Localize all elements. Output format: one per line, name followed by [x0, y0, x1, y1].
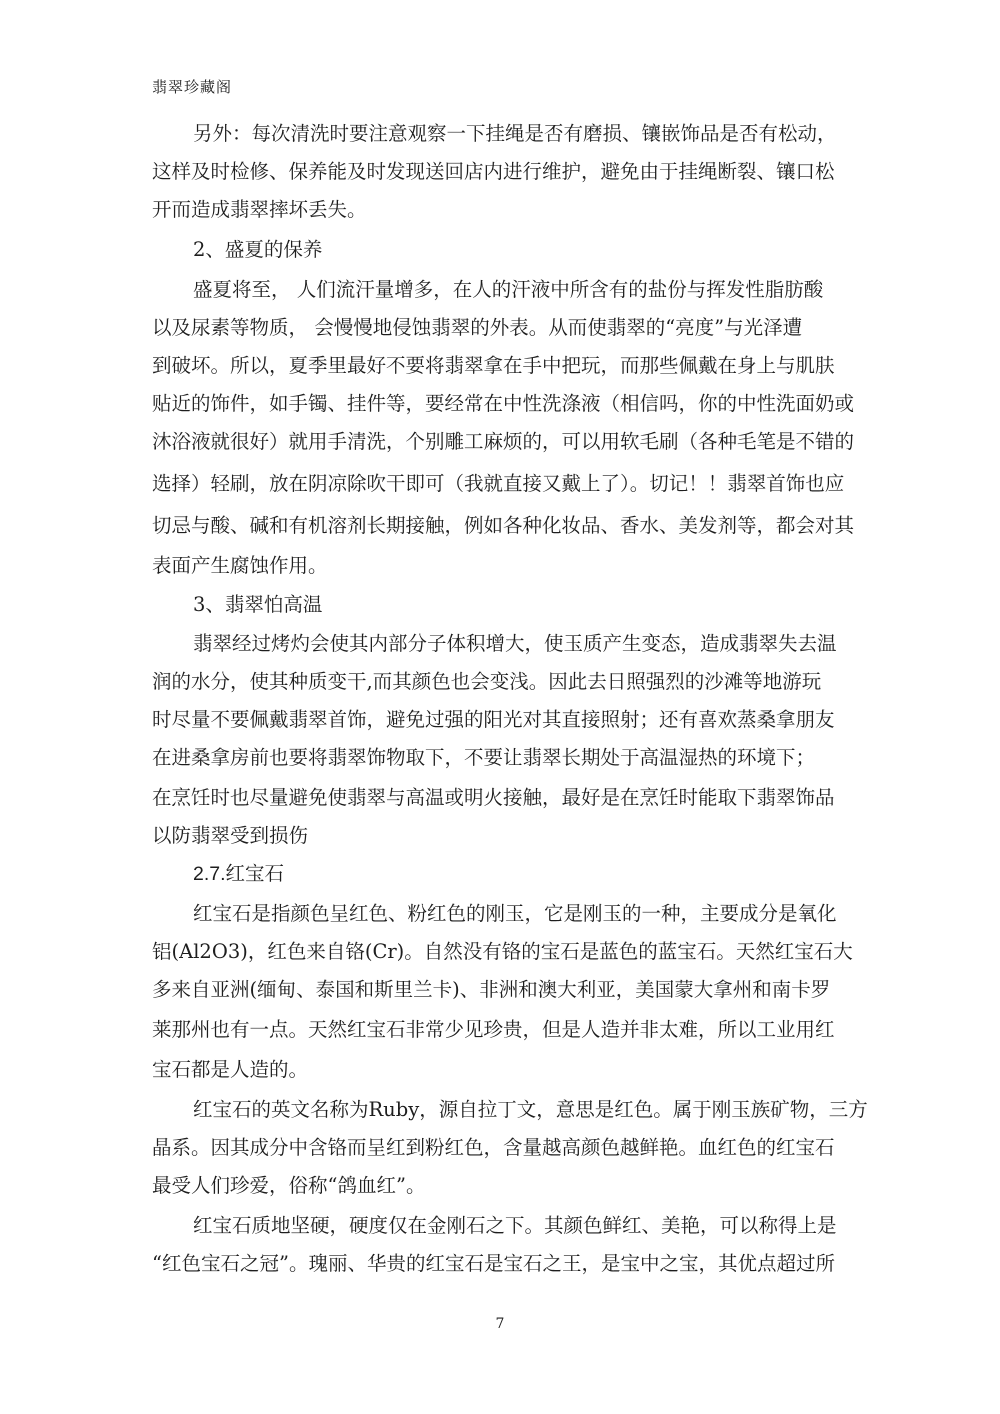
- text-line: 最受人们珍爱，俗称“鸽血红”。: [152, 1174, 426, 1197]
- text-line: 铝(Al2O3)，红色来自铬(Cr)。自然没有铬的宝石是蓝色的蓝宝石。天然红宝石大: [152, 940, 853, 963]
- text-line: 沐浴液就很好）就用手清洗，个别雕工麻烦的，可以用软毛刷（各种毛笔是不错的: [152, 430, 855, 453]
- text-line: 时尽量不要佩戴翡翠首饰，避免过强的阳光对其直接照射；还有喜欢蒸桑拿朋友: [152, 708, 835, 731]
- text-line: 贴近的饰件，如手镯、挂件等，要经常在中性洗涤液（相信吗，你的中性洗面奶或: [152, 392, 855, 415]
- text-line: 多来自亚洲(缅甸、泰国和斯里兰卡)、非洲和澳大利亚，美国蒙大拿州和南卡罗: [152, 978, 831, 1001]
- text-line: 选择）轻刷，放在阴凉除吹干即可（我就直接又戴上了）。切记！！翡翠首饰也应: [152, 472, 845, 495]
- text-line: 盛夏将至， 人们流汗量增多，在人的汗液中所含有的盐份与挥发性脂肪酸: [193, 278, 824, 301]
- text-line: 在进桑拿房前也要将翡翠饰物取下，不要让翡翠长期处于高温湿热的环境下；: [152, 746, 816, 769]
- section-heading: 2、盛夏的保养: [193, 238, 323, 261]
- text-line: 另外：每次清洗时要注意观察一下挂绳是否有磨损、镶嵌饰品是否有松动，: [193, 122, 837, 145]
- section-heading: 3、翡翠怕高温: [193, 593, 323, 616]
- section-heading: 2.7.红宝石: [193, 863, 285, 885]
- text-line: 红宝石是指颜色呈红色、粉红色的刚玉，它是刚玉的一种，主要成分是氧化: [193, 902, 837, 925]
- text-line: 红宝石质地坚硬，硬度仅在金刚石之下。其颜色鲜红、美艳，可以称得上是: [193, 1214, 837, 1237]
- text-line: 到破坏。所以，夏季里最好不要将翡翠拿在手中把玩，而那些佩戴在身上与肌肤: [152, 354, 835, 377]
- text-line: 切忌与酸、碱和有机溶剂长期接触，例如各种化妆品、香水、美发剂等，都会对其: [152, 514, 855, 537]
- text-line: 宝石都是人造的。: [152, 1058, 309, 1081]
- page-header: 翡翠珍藏阁: [152, 78, 233, 96]
- text-line: 红宝石的英文名称为Ruby，源自拉丁文，意思是红色。属于刚玉族矿物，三方: [193, 1098, 868, 1121]
- page-number: 7: [495, 1316, 505, 1332]
- text-line: 晶系。因其成分中含铬而呈红到粉红色，含量越高颜色越鲜艳。血红色的红宝石: [152, 1136, 835, 1159]
- text-line: “红色宝石之冠”。瑰丽、华贵的红宝石是宝石之王，是宝中之宝，其优点超过所: [152, 1252, 835, 1275]
- text-line: 以及尿素等物质， 会慢慢地侵蚀翡翠的外表。从而使翡翠的“亮度”与光泽遭: [152, 316, 803, 339]
- text-line: 表面产生腐蚀作用。: [152, 554, 328, 577]
- text-line: 莱那州也有一点。天然红宝石非常少见珍贵，但是人造并非太难，所以工业用红: [152, 1018, 835, 1041]
- text-line: 翡翠经过烤灼会使其内部分子体积增大，使玉质产生变态，造成翡翠失去温: [193, 632, 837, 655]
- text-line: 在烹饪时也尽量避免使翡翠与高温或明火接触，最好是在烹饪时能取下翡翠饰品: [152, 786, 835, 809]
- text-line: 润的水分，使其种质变干,而其颜色也会变浅。因此去日照强烈的沙滩等地游玩: [152, 670, 822, 693]
- text-line: 开而造成翡翠摔坏丢失。: [152, 198, 367, 221]
- text-line: 以防翡翠受到损伤: [152, 824, 309, 847]
- text-line: 这样及时检修、保养能及时发现送回店内进行维护，避免由于挂绳断裂、镶口松: [152, 160, 835, 183]
